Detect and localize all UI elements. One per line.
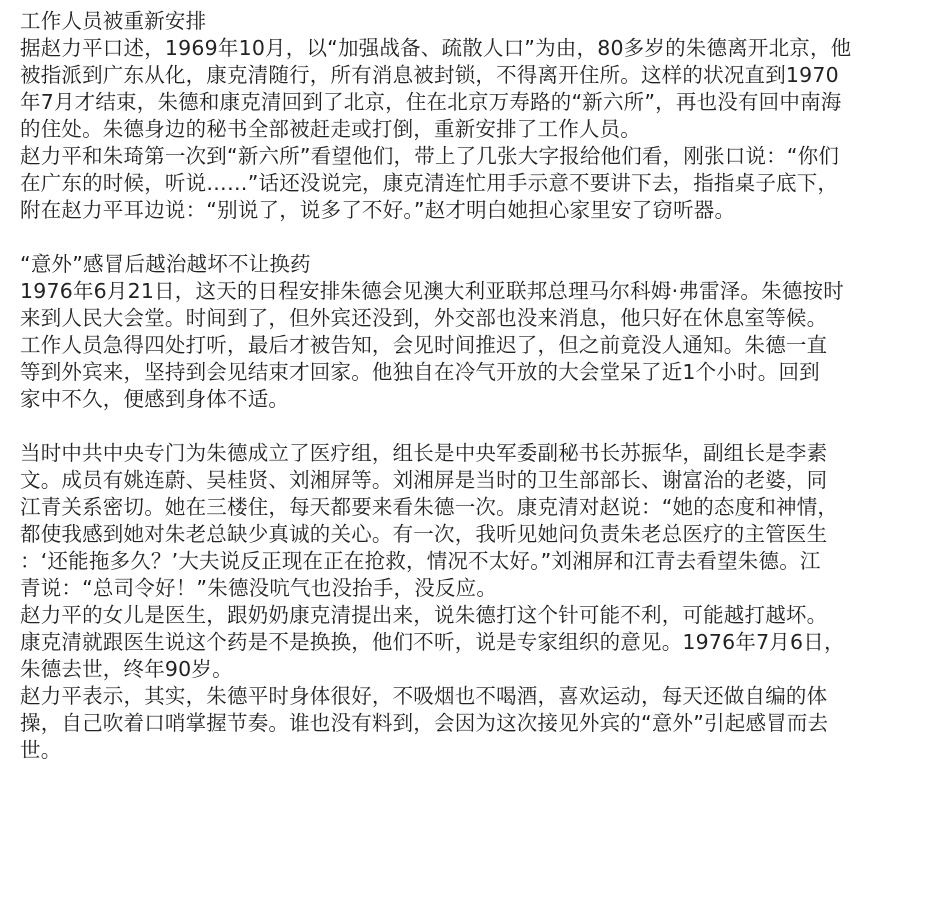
- text-line: 世。: [20, 738, 62, 762]
- text-line: 赵力平表示，其实，朱德平时身体很好，不吸烟也不喝酒，喜欢运动，每天还做自编的体: [20, 684, 828, 708]
- text-line: 康克清就跟医生说这个药是不是换换，他们不听，说是专家组织的意见。1976年7月6日，: [20, 630, 845, 654]
- paragraph-spacer: [20, 413, 920, 440]
- text-line: 家中不久，便感到身体不适。: [20, 387, 290, 411]
- article-body: [20, 8, 920, 764]
- text-line: 附在赵力平耳边说：“别说了，说多了不好。”赵才明白她担心家里安了窃听器。: [20, 198, 736, 222]
- text-line: 当时中共中央专门为朱德成立了医疗组，组长是中央军委副秘书长苏振华，副组长是李素: [20, 441, 828, 465]
- paragraph: [20, 683, 920, 764]
- text-line: ：‘还能拖多久？’大夫说反正现在正在抢救，情况不太好。”刘湘屏和江青去看望朱德。江: [20, 549, 821, 573]
- text-line: 在广东的时候，听说……”话还没说完，康克清连忙用手示意不要讲下去，指指桌子底下，: [20, 171, 839, 195]
- paragraph-spacer: [20, 224, 920, 251]
- text-line: 1976年6月21日，这天的日程安排朱德会见澳大利亚联邦总理马尔科姆·弗雷泽。朱德按时: [20, 279, 844, 303]
- paragraph: [20, 602, 920, 683]
- text-line: 年7月才结束，朱德和康克清回到了北京，住在北京万寿路的“新六所”，再也没有回中南海: [20, 90, 842, 114]
- text-line: 青说：“总司令好！”朱德没吭气也没抬手，没反应。: [20, 576, 498, 600]
- paragraph: [20, 35, 920, 143]
- paragraph: [20, 278, 920, 413]
- text-line: 被指派到广东从化，康克清随行，所有消息被封锁，不得离开住所。这样的状况直到1970: [20, 63, 839, 87]
- text-line: 朱德去世，终年90岁。: [20, 657, 233, 681]
- text-line: 赵力平和朱琦第一次到“新六所”看望他们，带上了几张大字报给他们看，刚张口说：“你们: [20, 144, 840, 168]
- section-heading: 工作人员被重新安排: [20, 9, 207, 33]
- text-line: 江青关系密切。她在三楼住，每天都要来看朱德一次。康克清对赵说：“她的态度和神情，: [20, 495, 839, 519]
- text-line: 操，自己吹着口哨掌握节奏。谁也没有料到，会因为这次接见外宾的“意外”引起感冒而去: [20, 711, 829, 735]
- paragraph: [20, 440, 920, 602]
- text-line: 赵力平的女儿是医生，跟奶奶康克清提出来，说朱德打这个针可能不利，可能越打越坏。: [20, 603, 828, 627]
- text-line: 都使我感到她对朱老总缺少真诚的关心。有一次，我听见她问负责朱老总医疗的主管医生: [20, 522, 828, 546]
- text-line: 等到外宾来，坚持到会见结束才回家。他独自在冷气开放的大会堂呆了近1个小时。回到: [20, 360, 820, 384]
- paragraph: [20, 143, 920, 224]
- text-line: 来到人民大会堂。时间到了，但外宾还没到，外交部也没来消息，他只好在休息室等候。: [20, 306, 828, 330]
- text-line: 文。成员有姚连蔚、吴桂贤、刘湘屏等。刘湘屏是当时的卫生部部长、谢富治的老婆，同: [20, 468, 828, 492]
- text-line: 据赵力平口述，1969年10月，以“加强战备、疏散人口”为由，80多岁的朱德离开北京，他: [20, 36, 852, 60]
- text-line: 的住处。朱德身边的秘书全部被赶走或打倒，重新安排了工作人员。: [20, 117, 641, 141]
- text-line: 工作人员急得四处打听，最后才被告知，会见时间推迟了，但之前竟没人通知。朱德一直: [20, 333, 828, 357]
- section-heading: “意外”感冒后越治越坏不让换药: [20, 252, 311, 276]
